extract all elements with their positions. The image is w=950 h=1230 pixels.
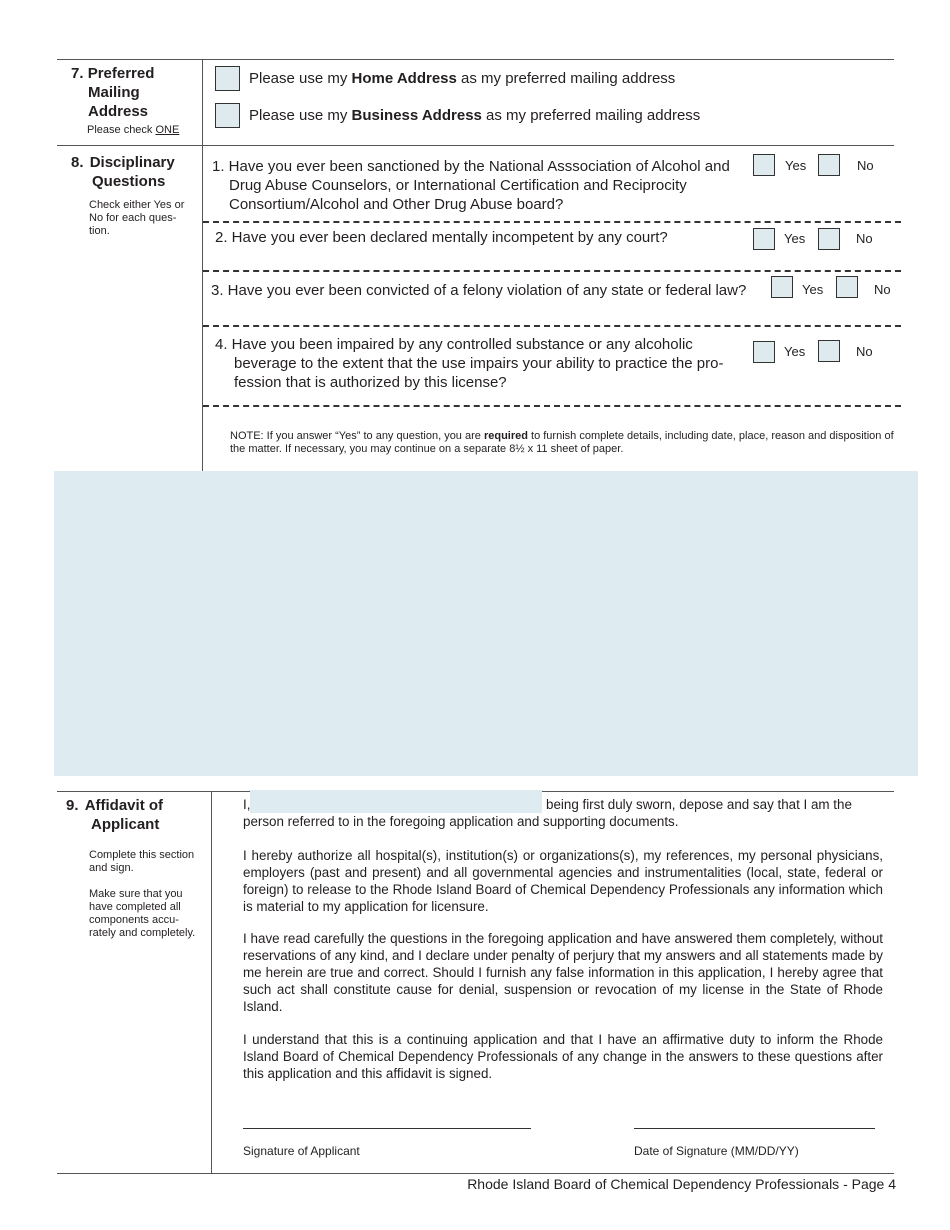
question-2: 2. Have you ever been declared mentally incompetent by any court? [215,229,668,246]
affidavit-line2: person referred to in the foregoing application and supporting documents. [243,814,679,829]
q2-yes-label: Yes [784,231,806,246]
section9-instructions-b: Make sure that you have completed all components accu- rately and completely. [89,888,196,939]
applicant-name-field[interactable] [250,790,542,813]
page-footer: Rhode Island Board of Chemical Dependency Professionals - Page 4 [467,1176,896,1192]
disciplinary-details-field[interactable] [54,471,918,776]
q1-no-label: No [857,158,874,173]
section8-title: 8. Disciplinary Questions [71,154,175,190]
business-address-label: Please use my Business Address as my preferred mailing address [249,107,701,124]
q4-no-checkbox[interactable] [818,340,840,362]
q1-yes-label: Yes [785,158,807,173]
home-address-label: Please use my Home Address as my preferred mailing address [249,70,676,87]
question-4: 4. Have you been impaired by any controlled substance or any alcoholic beverage to the extent that the use impairs your ability to practice the pro- fession that is authorized by this license? [215,336,724,391]
business-address-checkbox[interactable] [215,103,240,128]
q3-yes-checkbox[interactable] [771,276,793,298]
signature-line[interactable] [243,1128,531,1129]
home-address-checkbox[interactable] [215,66,240,91]
authorization-paragraph: I hereby authorize all hospital(s), institution(s) or organizations(s), my references, my personal physicians, employers (past and present) and all governmental agencies and instrumentalities (local, state, federal or foreign) to release to the Rhode Island Board of Chemical Dependency Professionals any information which is material to my application for licensure. [243,848,883,914]
section7-number: 7. [71,65,84,82]
q3-no-checkbox[interactable] [836,276,858,298]
disciplinary-note: NOTE: If you answer “Yes” to any question, you are required to furnish complete details, including date, place, reason and disposition of the matter. If necessary, you may continue on a separate 8½ x 11 sheet of paper. [230,430,894,455]
section7-note: Please check ONE [87,124,180,136]
section8-instructions: Check either Yes or No for each ques- tion. [89,199,185,237]
signature-label: Signature of Applicant [243,1144,360,1158]
q1-no-checkbox[interactable] [818,154,840,176]
q4-yes-label: Yes [784,344,806,359]
section9-instructions-a: Complete this section and sign. [89,849,195,874]
affidavit-prefix: I, [243,797,251,812]
affidavit-suffix: being first duly sworn, depose and say that I am the [546,797,852,812]
q3-no-label: No [874,282,891,297]
q2-no-checkbox[interactable] [818,228,840,250]
q4-yes-checkbox[interactable] [753,341,775,363]
q1-yes-checkbox[interactable] [753,154,775,176]
question-3: 3. Have you ever been convicted of a felony violation of any state or federal law? [211,282,747,299]
q4-no-label: No [856,344,873,359]
question-1: 1. Have you ever been sanctioned by the National Asssociation of Alcohol and Drug Abuse Counselors, or International Certification and Reciprocity Consortium/Alcohol and Other Drug Abuse board? [212,158,730,213]
q2-yes-checkbox[interactable] [753,228,775,250]
continuing-duty-paragraph: I understand that this is a continuing application and that I have an affirmative duty to inform the Rhode Island Board of Chemical Dependency Professionals of any change in the answers to these questions after this application and this affidavit is signed. [243,1032,883,1081]
perjury-paragraph: I have read carefully the questions in the foregoing application and have answered them completely, without reservations of any kind, and I declare under penalty of perjury that my answers and all statements made by me herein are true and correct. Should I furnish any false information in this application, I hereby agree that such act shall constitute cause for denial, suspension or revocation of my license in the State of Rhode Island. [243,931,883,1014]
q3-yes-label: Yes [802,282,824,297]
date-line[interactable] [634,1128,875,1129]
date-label: Date of Signature (MM/DD/YY) [634,1144,799,1158]
q2-no-label: No [856,231,873,246]
section7-title: 7. Preferred Mailing Address [71,65,155,120]
section9-title: 9. Affidavit of Applicant [66,797,164,833]
